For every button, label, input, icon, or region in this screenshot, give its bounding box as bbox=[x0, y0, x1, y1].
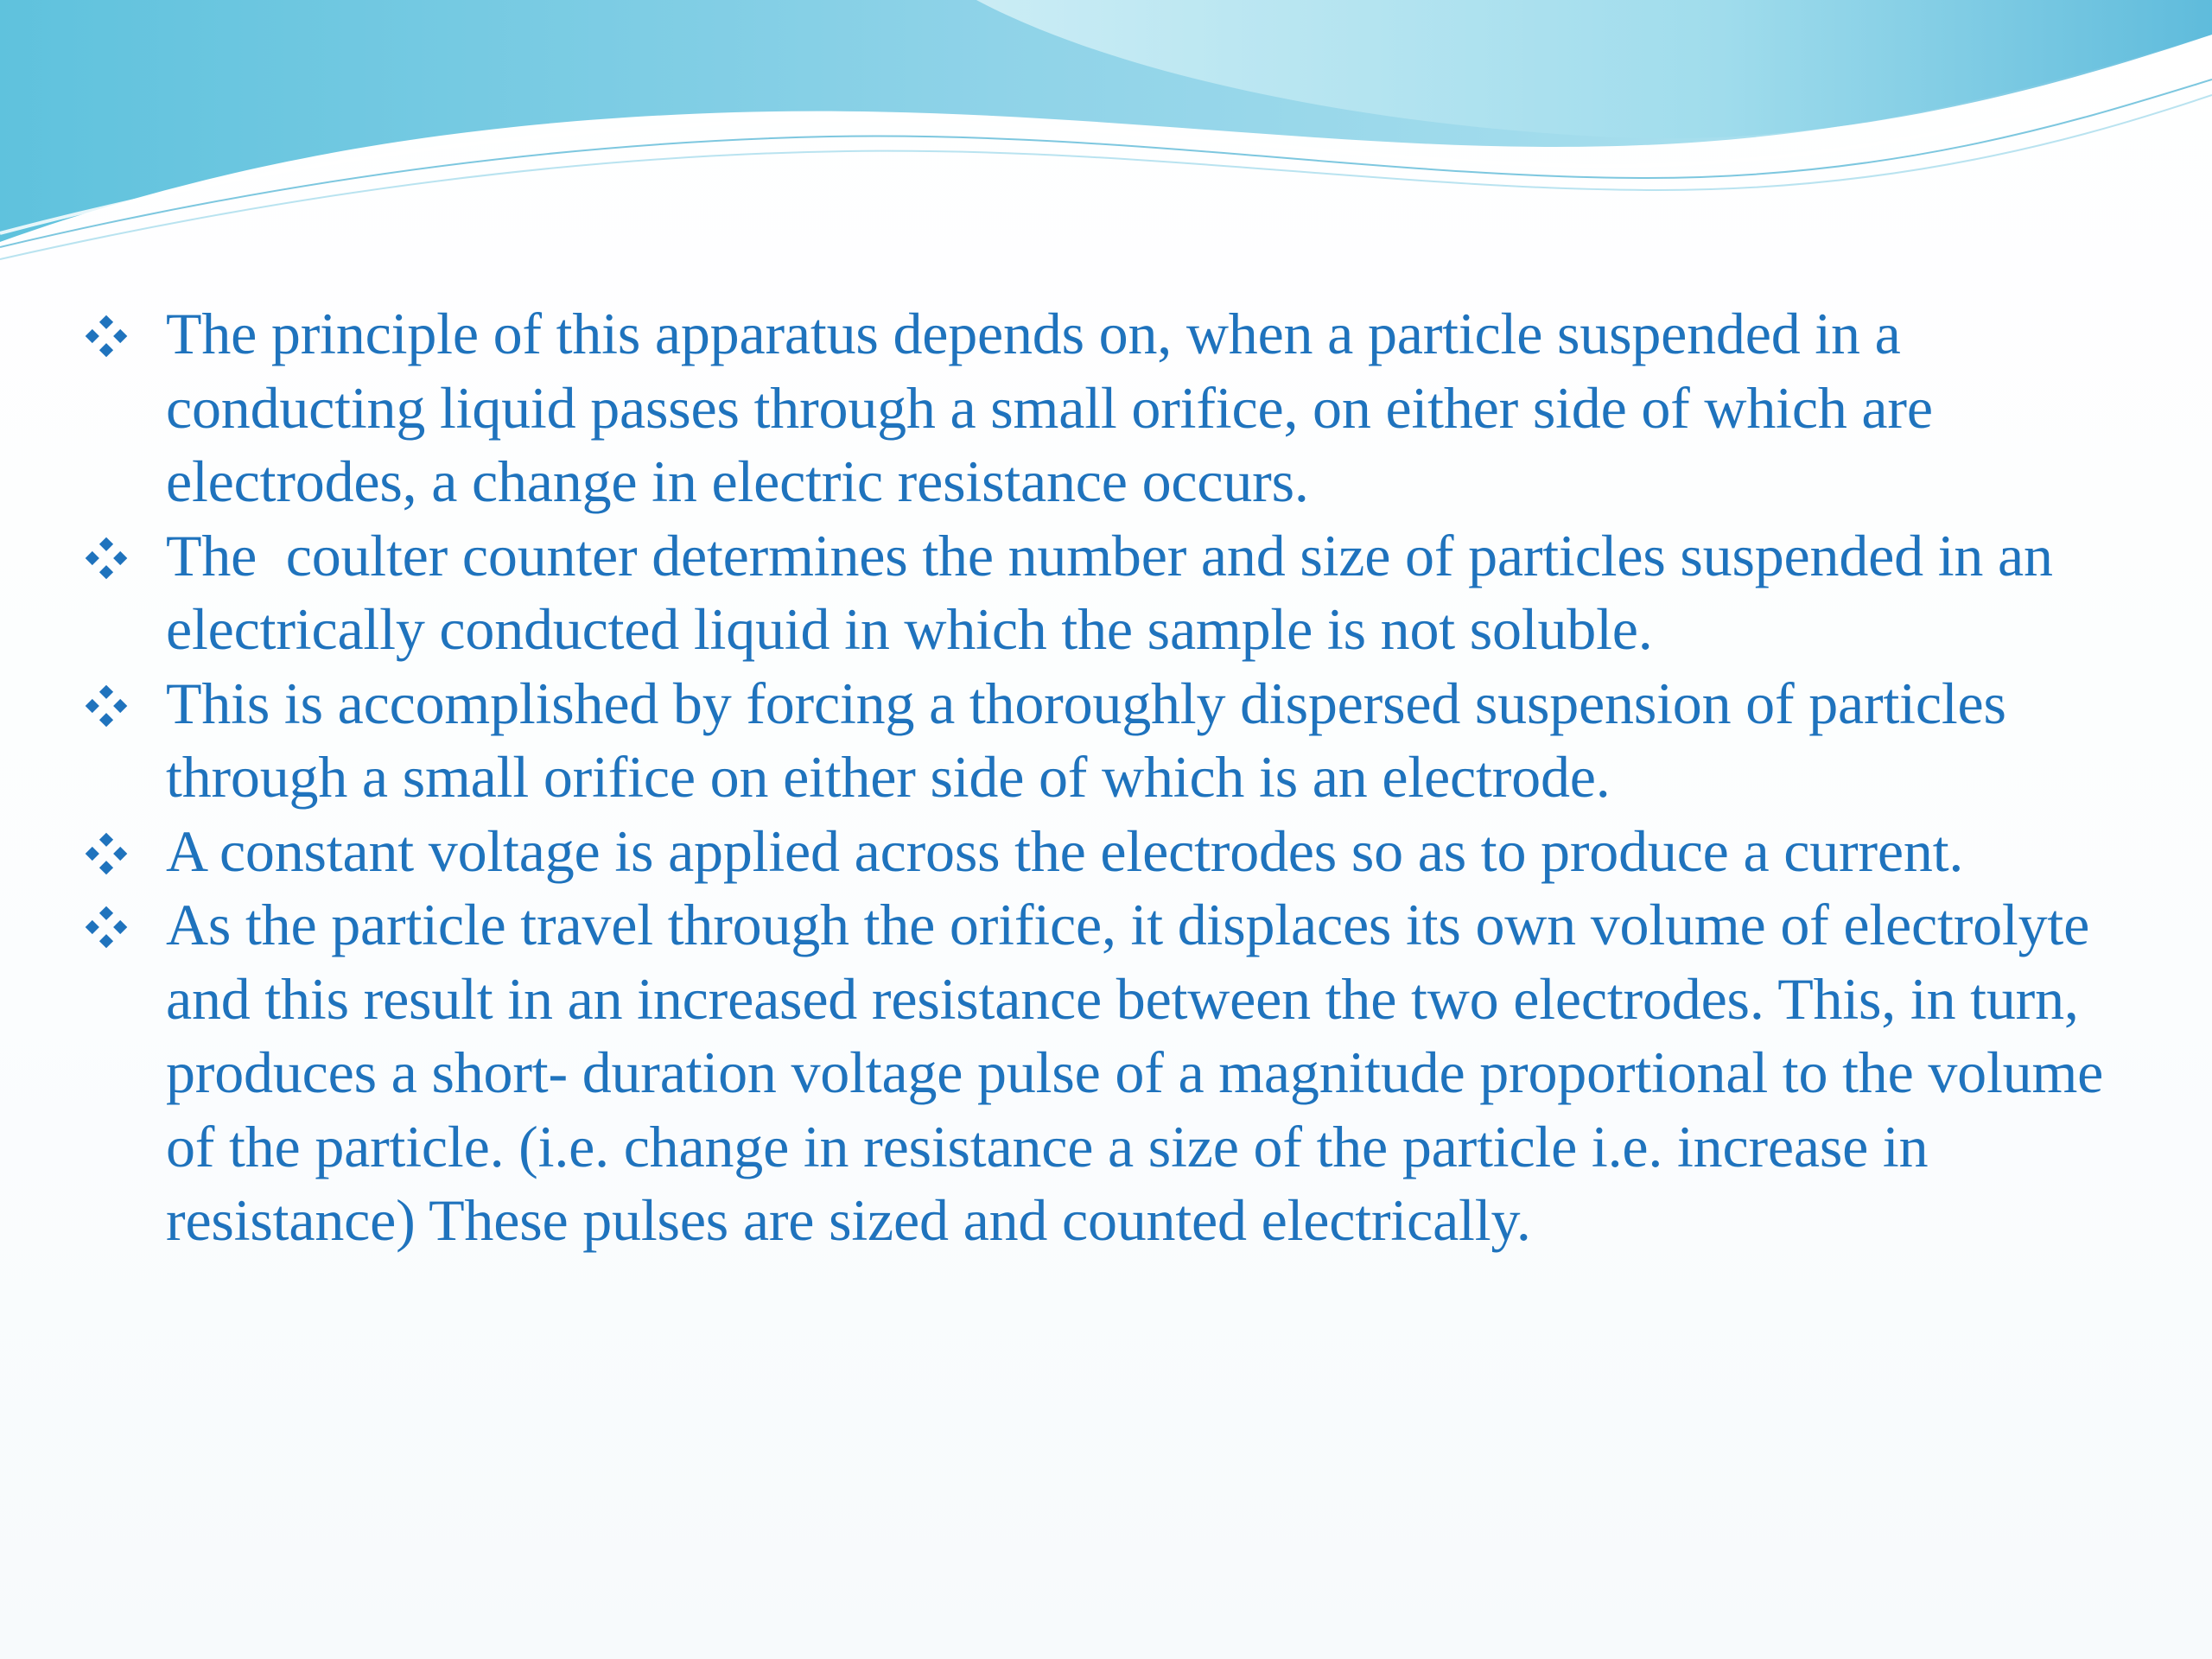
bullet-text-3: This is accomplished by forcing a thoroughly dispersed suspension of particles through a small orifice on either side of which is an electrode. bbox=[166, 670, 2006, 810]
four-diamond-bullet-icon bbox=[83, 830, 130, 877]
four-diamond-bullet-icon bbox=[83, 313, 130, 359]
bullet-text-1: The principle of this apparatus depends on, when a particle suspended in a conducting liquid passes through a small orifice, on either side of which are electrodes, a change in electric resistance occurs. bbox=[166, 301, 1933, 514]
bullet-text-2: The coulter counter determines the number and size of particles suspended in an electrically conducted liquid in which the sample is not soluble. bbox=[166, 522, 2068, 662]
four-diamond-bullet-icon bbox=[83, 904, 130, 950]
bullet-item-2 bbox=[83, 519, 2105, 667]
bullet-text-4: A constant voltage is applied across the electrodes so as to produce a current. bbox=[166, 817, 1964, 884]
bullet-item-4 bbox=[83, 815, 2105, 889]
bullet-item-5 bbox=[83, 888, 2105, 1258]
bullet-text-5: As the particle travel through the orifice, it displaces its own volume of electrolyte and this result in an increased resistance between the two electrodes. This, in turn, produces a short- duration voltage pulse of a magnitude proportional to the volume of the particle. (i.e. change in resistance a size of the particle i.e. increase in resistance) These pulses are sized and counted electrically. bbox=[166, 892, 2104, 1253]
bullet-list bbox=[83, 297, 2105, 1258]
four-diamond-bullet-icon bbox=[83, 535, 130, 582]
four-diamond-bullet-icon bbox=[83, 683, 130, 729]
bullet-item-1 bbox=[83, 297, 2105, 519]
header-wave-decoration bbox=[0, 0, 2212, 276]
bullet-item-3 bbox=[83, 667, 2105, 815]
